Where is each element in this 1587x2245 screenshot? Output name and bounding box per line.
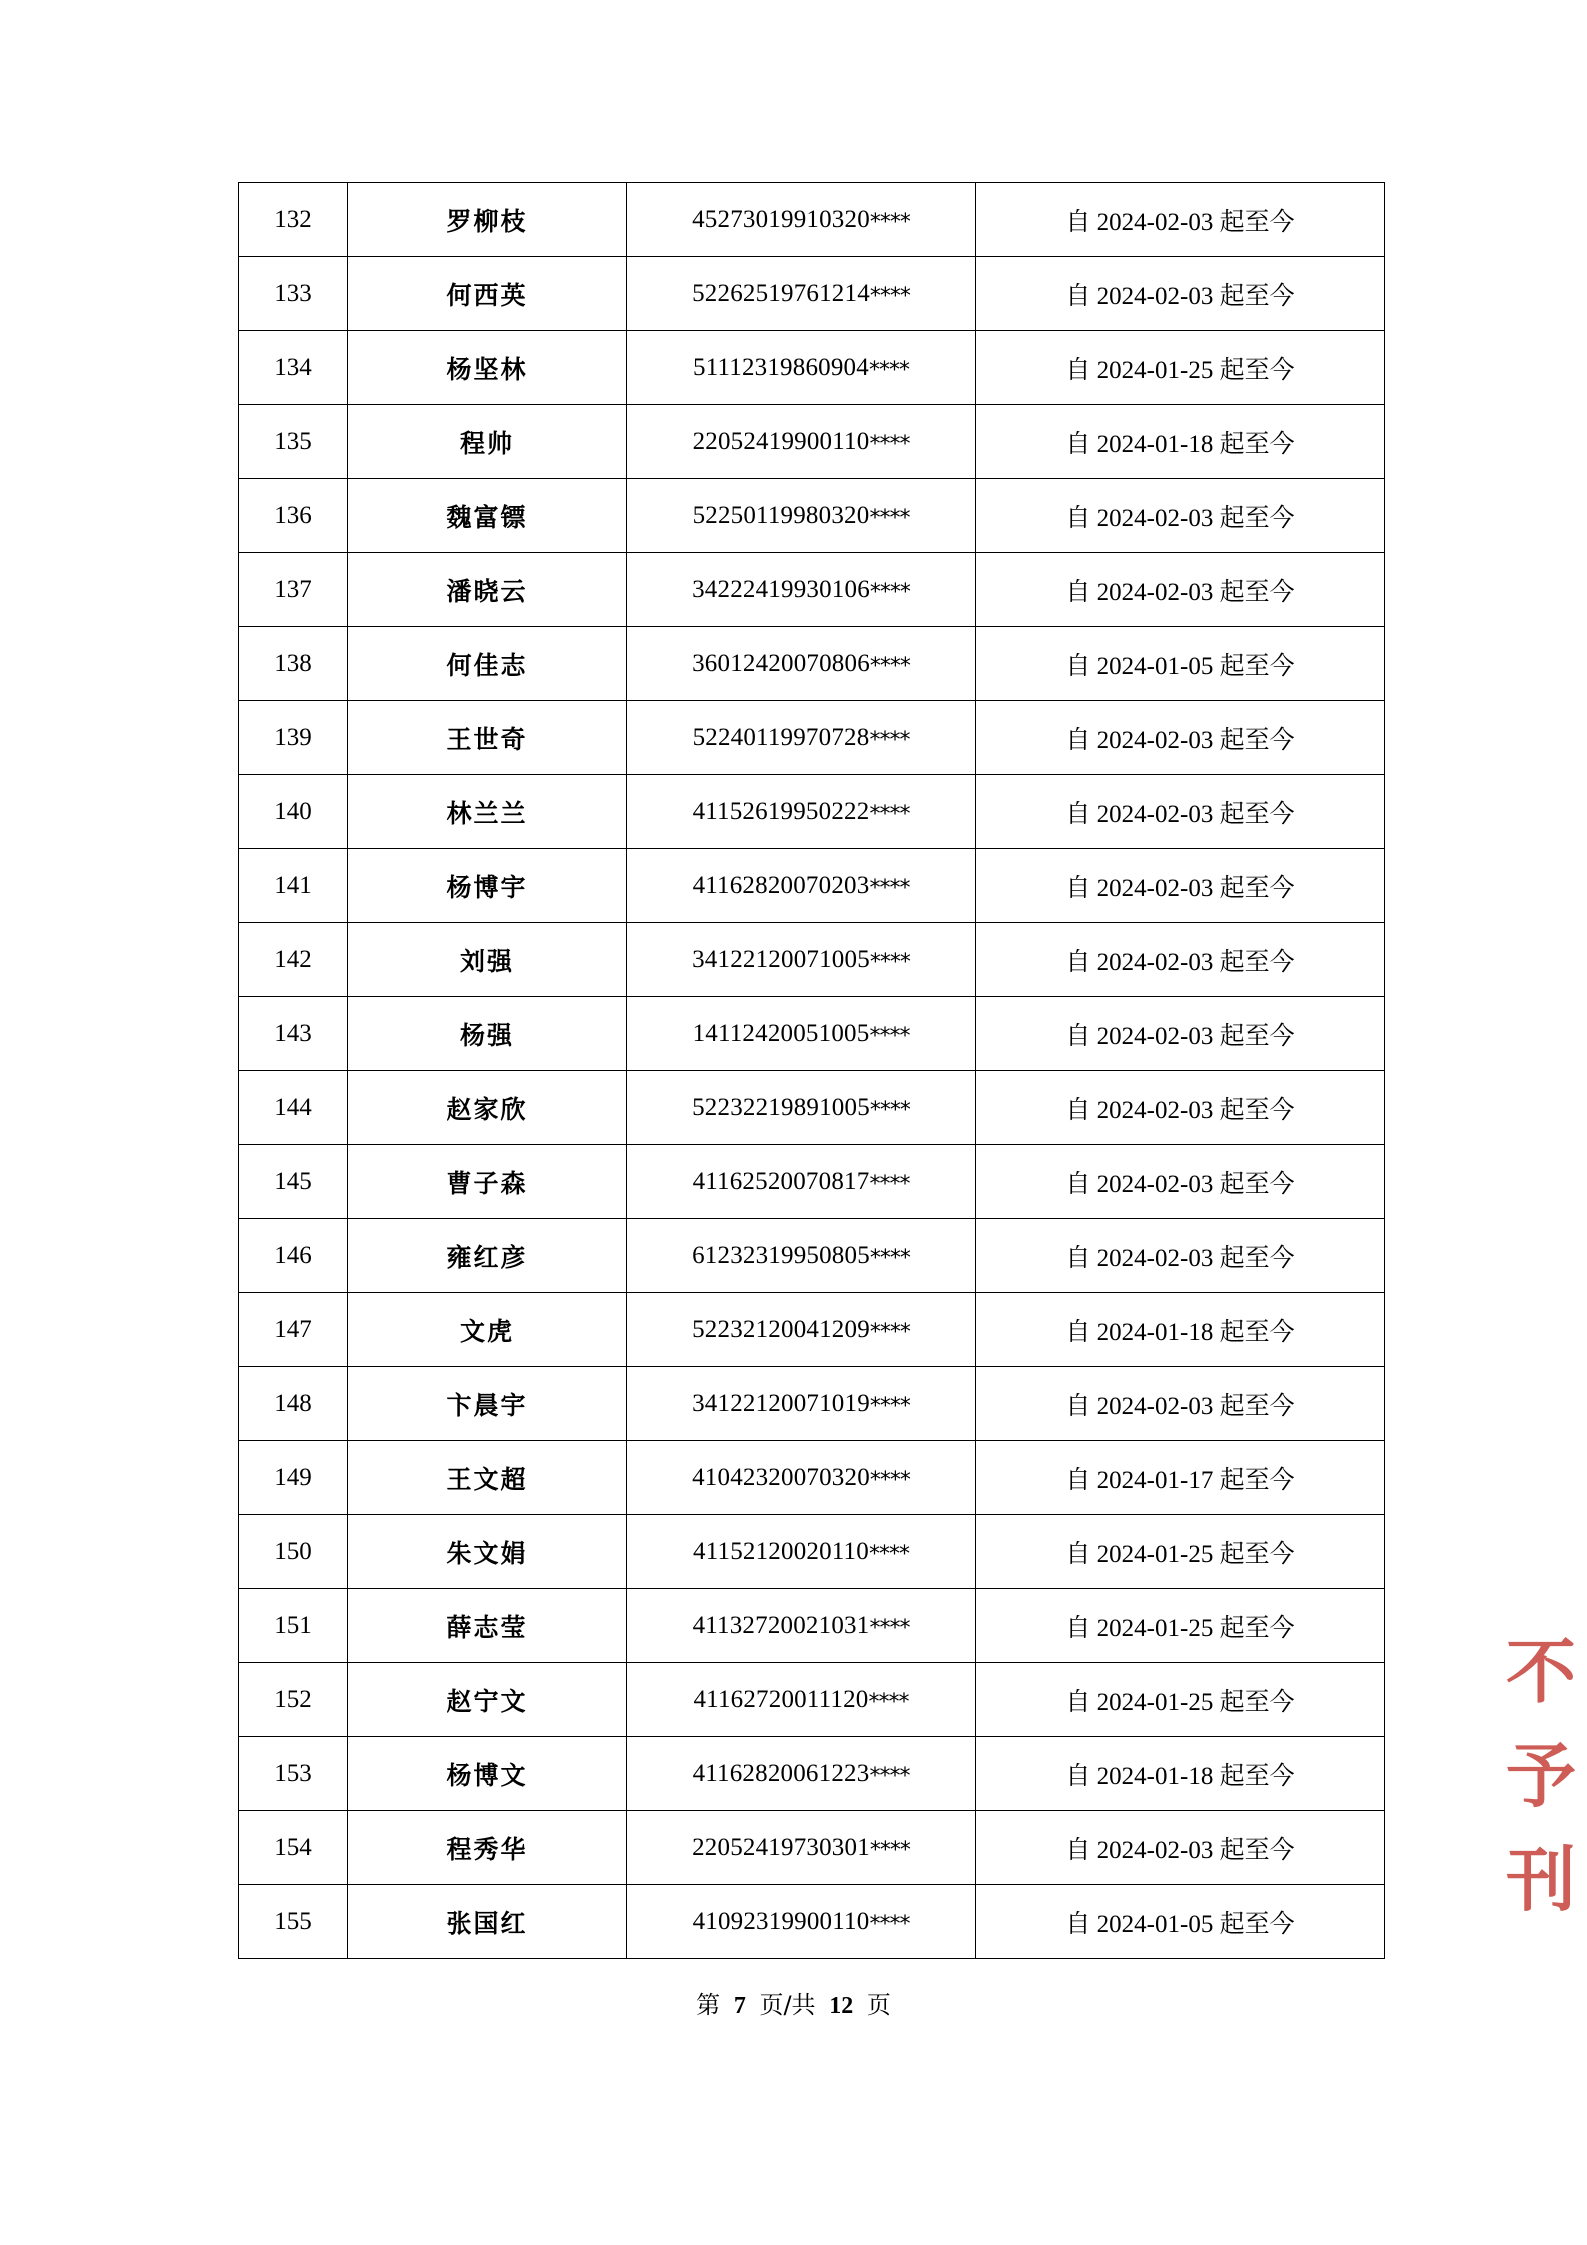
id-number-mask: **** xyxy=(869,431,910,457)
id-number-mask: **** xyxy=(869,579,910,605)
id-number-digits: 34122120071005 xyxy=(692,945,870,973)
id-number-digits: 45273019910320 xyxy=(692,205,870,233)
id-number-mask: **** xyxy=(869,209,910,235)
cell-period: 自 2024-02-03 起至今 xyxy=(976,923,1385,997)
cell-id-number xyxy=(627,701,976,775)
cell-index: 153 xyxy=(239,1737,348,1811)
cell-period: 自 2024-02-03 起至今 xyxy=(976,257,1385,331)
id-number-digits: 52232120041209 xyxy=(692,1315,870,1343)
cell-id-number xyxy=(627,1885,976,1959)
cell-index: 155 xyxy=(239,1885,348,1959)
seal-character: 刊 xyxy=(1506,1839,1576,1921)
cell-period: 自 2024-02-03 起至今 xyxy=(976,1071,1385,1145)
table-row xyxy=(239,627,1385,701)
cell-index: 143 xyxy=(239,997,348,1071)
cell-period: 自 2024-01-18 起至今 xyxy=(976,1737,1385,1811)
cell-index: 139 xyxy=(239,701,348,775)
roster-table-body xyxy=(239,183,1385,1959)
cell-period: 自 2024-02-03 起至今 xyxy=(976,1811,1385,1885)
cell-id-number xyxy=(627,997,976,1071)
cell-period: 自 2024-01-05 起至今 xyxy=(976,1885,1385,1959)
id-number-mask: **** xyxy=(869,283,910,309)
table-row xyxy=(239,1515,1385,1589)
table-row xyxy=(239,183,1385,257)
id-number-mask: **** xyxy=(869,1837,910,1863)
cell-name: 赵宁文 xyxy=(348,1663,627,1737)
table-row xyxy=(239,1885,1385,1959)
table-row xyxy=(239,923,1385,997)
cell-period: 自 2024-02-03 起至今 xyxy=(976,1145,1385,1219)
cell-id-number xyxy=(627,1145,976,1219)
seal-character: 不 xyxy=(1506,1631,1576,1713)
id-number-digits: 14112420051005 xyxy=(692,1019,870,1047)
cell-period: 自 2024-02-03 起至今 xyxy=(976,775,1385,849)
cell-period: 自 2024-02-03 起至今 xyxy=(976,997,1385,1071)
table-row xyxy=(239,1293,1385,1367)
id-number-mask: **** xyxy=(868,357,909,383)
cell-period: 自 2024-02-03 起至今 xyxy=(976,553,1385,627)
cell-id-number xyxy=(627,923,976,997)
id-number-mask: **** xyxy=(869,1911,910,1937)
cell-id-number xyxy=(627,1811,976,1885)
id-number-digits: 34122120071019 xyxy=(692,1389,870,1417)
roster-table-container xyxy=(238,182,1348,1959)
id-number-mask: **** xyxy=(869,1393,910,1419)
cell-period: 自 2024-01-05 起至今 xyxy=(976,627,1385,701)
table-row xyxy=(239,775,1385,849)
id-number-digits: 22052419900110 xyxy=(692,427,870,455)
id-number-digits: 52250119980320 xyxy=(692,501,870,529)
cell-index: 135 xyxy=(239,405,348,479)
cell-id-number xyxy=(627,1515,976,1589)
cell-index: 134 xyxy=(239,331,348,405)
id-number-mask: **** xyxy=(869,1097,910,1123)
cell-index: 146 xyxy=(239,1219,348,1293)
red-seal-stamp xyxy=(1500,1620,1587,2040)
table-row xyxy=(239,1219,1385,1293)
table-row xyxy=(239,1441,1385,1515)
cell-index: 133 xyxy=(239,257,348,331)
id-number-mask: **** xyxy=(869,949,910,975)
seal-characters xyxy=(1500,1620,1587,1932)
cell-id-number xyxy=(627,1071,976,1145)
id-number-mask: **** xyxy=(869,801,910,827)
id-number-mask: **** xyxy=(868,1541,909,1567)
cell-id-number xyxy=(627,331,976,405)
cell-id-number xyxy=(627,1589,976,1663)
id-number-mask: **** xyxy=(869,653,910,679)
cell-index: 150 xyxy=(239,1515,348,1589)
cell-name: 赵家欣 xyxy=(348,1071,627,1145)
cell-name: 杨坚林 xyxy=(348,331,627,405)
cell-name: 薛志莹 xyxy=(348,1589,627,1663)
cell-name: 魏富镖 xyxy=(348,479,627,553)
id-number-mask: **** xyxy=(869,1467,910,1493)
table-row xyxy=(239,1663,1385,1737)
id-number-digits: 36012420070806 xyxy=(692,649,870,677)
cell-id-number xyxy=(627,479,976,553)
id-number-mask: **** xyxy=(869,505,910,531)
table-row xyxy=(239,257,1385,331)
id-number-digits: 41152120020110 xyxy=(693,1537,869,1565)
table-row xyxy=(239,849,1385,923)
id-number-digits: 22052419730301 xyxy=(692,1833,870,1861)
cell-index: 152 xyxy=(239,1663,348,1737)
cell-id-number xyxy=(627,1293,976,1367)
cell-index: 144 xyxy=(239,1071,348,1145)
cell-name: 朱文娟 xyxy=(348,1515,627,1589)
cell-name: 杨博文 xyxy=(348,1737,627,1811)
cell-index: 141 xyxy=(239,849,348,923)
cell-id-number xyxy=(627,257,976,331)
footer-prefix: 第 xyxy=(696,1991,721,2019)
table-row xyxy=(239,1367,1385,1441)
cell-index: 149 xyxy=(239,1441,348,1515)
id-number-digits: 34222419930106 xyxy=(692,575,870,603)
cell-name: 张国红 xyxy=(348,1885,627,1959)
footer-page-number: 7 xyxy=(733,1993,746,2019)
id-number-digits: 52262519761214 xyxy=(692,279,870,307)
id-number-digits: 61232319950805 xyxy=(692,1241,870,1269)
table-row xyxy=(239,1071,1385,1145)
cell-index: 132 xyxy=(239,183,348,257)
footer-total-pages: 12 xyxy=(829,1993,854,2019)
cell-id-number xyxy=(627,1441,976,1515)
cell-index: 145 xyxy=(239,1145,348,1219)
cell-index: 151 xyxy=(239,1589,348,1663)
id-number-digits: 41162820061223 xyxy=(692,1759,870,1787)
cell-period: 自 2024-02-03 起至今 xyxy=(976,479,1385,553)
table-row xyxy=(239,331,1385,405)
id-number-digits: 41162720011120 xyxy=(693,1685,869,1713)
cell-index: 148 xyxy=(239,1367,348,1441)
table-row xyxy=(239,701,1385,775)
id-number-mask: **** xyxy=(869,1023,910,1049)
table-row xyxy=(239,553,1385,627)
cell-id-number xyxy=(627,1219,976,1293)
cell-name: 程秀华 xyxy=(348,1811,627,1885)
id-number-digits: 41162820070203 xyxy=(692,871,870,899)
cell-id-number xyxy=(627,1367,976,1441)
cell-period: 自 2024-01-25 起至今 xyxy=(976,1515,1385,1589)
cell-id-number xyxy=(627,553,976,627)
cell-name: 何佳志 xyxy=(348,627,627,701)
footer-suffix: 页 xyxy=(866,1991,891,2019)
cell-id-number xyxy=(627,775,976,849)
cell-period: 自 2024-01-18 起至今 xyxy=(976,1293,1385,1367)
cell-id-number xyxy=(627,627,976,701)
cell-name: 王文超 xyxy=(348,1441,627,1515)
cell-name: 潘晓云 xyxy=(348,553,627,627)
table-row xyxy=(239,1145,1385,1219)
cell-index: 154 xyxy=(239,1811,348,1885)
id-number-mask: **** xyxy=(869,1171,910,1197)
cell-period: 自 2024-02-03 起至今 xyxy=(976,183,1385,257)
cell-period: 自 2024-01-25 起至今 xyxy=(976,331,1385,405)
id-number-mask: **** xyxy=(869,875,910,901)
cell-index: 138 xyxy=(239,627,348,701)
footer-middle: 页/共 xyxy=(759,1991,816,2019)
id-number-mask: **** xyxy=(869,1319,910,1345)
id-number-mask: **** xyxy=(869,1615,910,1641)
cell-id-number xyxy=(627,1737,976,1811)
id-number-mask: **** xyxy=(869,1245,910,1271)
table-row xyxy=(239,405,1385,479)
id-number-digits: 41042320070320 xyxy=(692,1463,870,1491)
cell-index: 147 xyxy=(239,1293,348,1367)
cell-period: 自 2024-01-25 起至今 xyxy=(976,1663,1385,1737)
cell-index: 142 xyxy=(239,923,348,997)
cell-period: 自 2024-01-25 起至今 xyxy=(976,1589,1385,1663)
table-row xyxy=(239,1737,1385,1811)
cell-name: 罗柳枝 xyxy=(348,183,627,257)
id-number-mask: **** xyxy=(869,1763,910,1789)
cell-period: 自 2024-02-03 起至今 xyxy=(976,1219,1385,1293)
roster-table xyxy=(238,182,1385,1959)
id-number-digits: 52232219891005 xyxy=(692,1093,870,1121)
cell-id-number xyxy=(627,183,976,257)
cell-id-number xyxy=(627,405,976,479)
cell-index: 136 xyxy=(239,479,348,553)
cell-index: 140 xyxy=(239,775,348,849)
cell-period: 自 2024-02-03 起至今 xyxy=(976,701,1385,775)
cell-index: 137 xyxy=(239,553,348,627)
id-number-digits: 41092319900110 xyxy=(692,1907,870,1935)
cell-id-number xyxy=(627,1663,976,1737)
cell-period: 自 2024-02-03 起至今 xyxy=(976,849,1385,923)
id-number-digits: 51112319860904 xyxy=(693,353,869,381)
cell-name: 程帅 xyxy=(348,405,627,479)
cell-period: 自 2024-01-17 起至今 xyxy=(976,1441,1385,1515)
table-row xyxy=(239,479,1385,553)
cell-period: 自 2024-01-18 起至今 xyxy=(976,405,1385,479)
cell-period: 自 2024-02-03 起至今 xyxy=(976,1367,1385,1441)
table-row xyxy=(239,1811,1385,1885)
cell-id-number xyxy=(627,849,976,923)
cell-name: 雍红彦 xyxy=(348,1219,627,1293)
id-number-mask: **** xyxy=(869,727,910,753)
cell-name: 杨强 xyxy=(348,997,627,1071)
id-number-mask: **** xyxy=(868,1689,909,1715)
cell-name: 曹子森 xyxy=(348,1145,627,1219)
id-number-digits: 41162520070817 xyxy=(692,1167,870,1195)
cell-name: 文虎 xyxy=(348,1293,627,1367)
id-number-digits: 41132720021031 xyxy=(692,1611,870,1639)
cell-name: 刘强 xyxy=(348,923,627,997)
cell-name: 何西英 xyxy=(348,257,627,331)
cell-name: 林兰兰 xyxy=(348,775,627,849)
seal-character: 予 xyxy=(1506,1735,1576,1817)
cell-name: 王世奇 xyxy=(348,701,627,775)
cell-name: 杨博宇 xyxy=(348,849,627,923)
id-number-digits: 52240119970728 xyxy=(692,723,870,751)
page-footer xyxy=(0,1985,1587,2020)
id-number-digits: 41152619950222 xyxy=(692,797,870,825)
cell-name: 卞晨宇 xyxy=(348,1367,627,1441)
table-row xyxy=(239,1589,1385,1663)
table-row xyxy=(239,997,1385,1071)
